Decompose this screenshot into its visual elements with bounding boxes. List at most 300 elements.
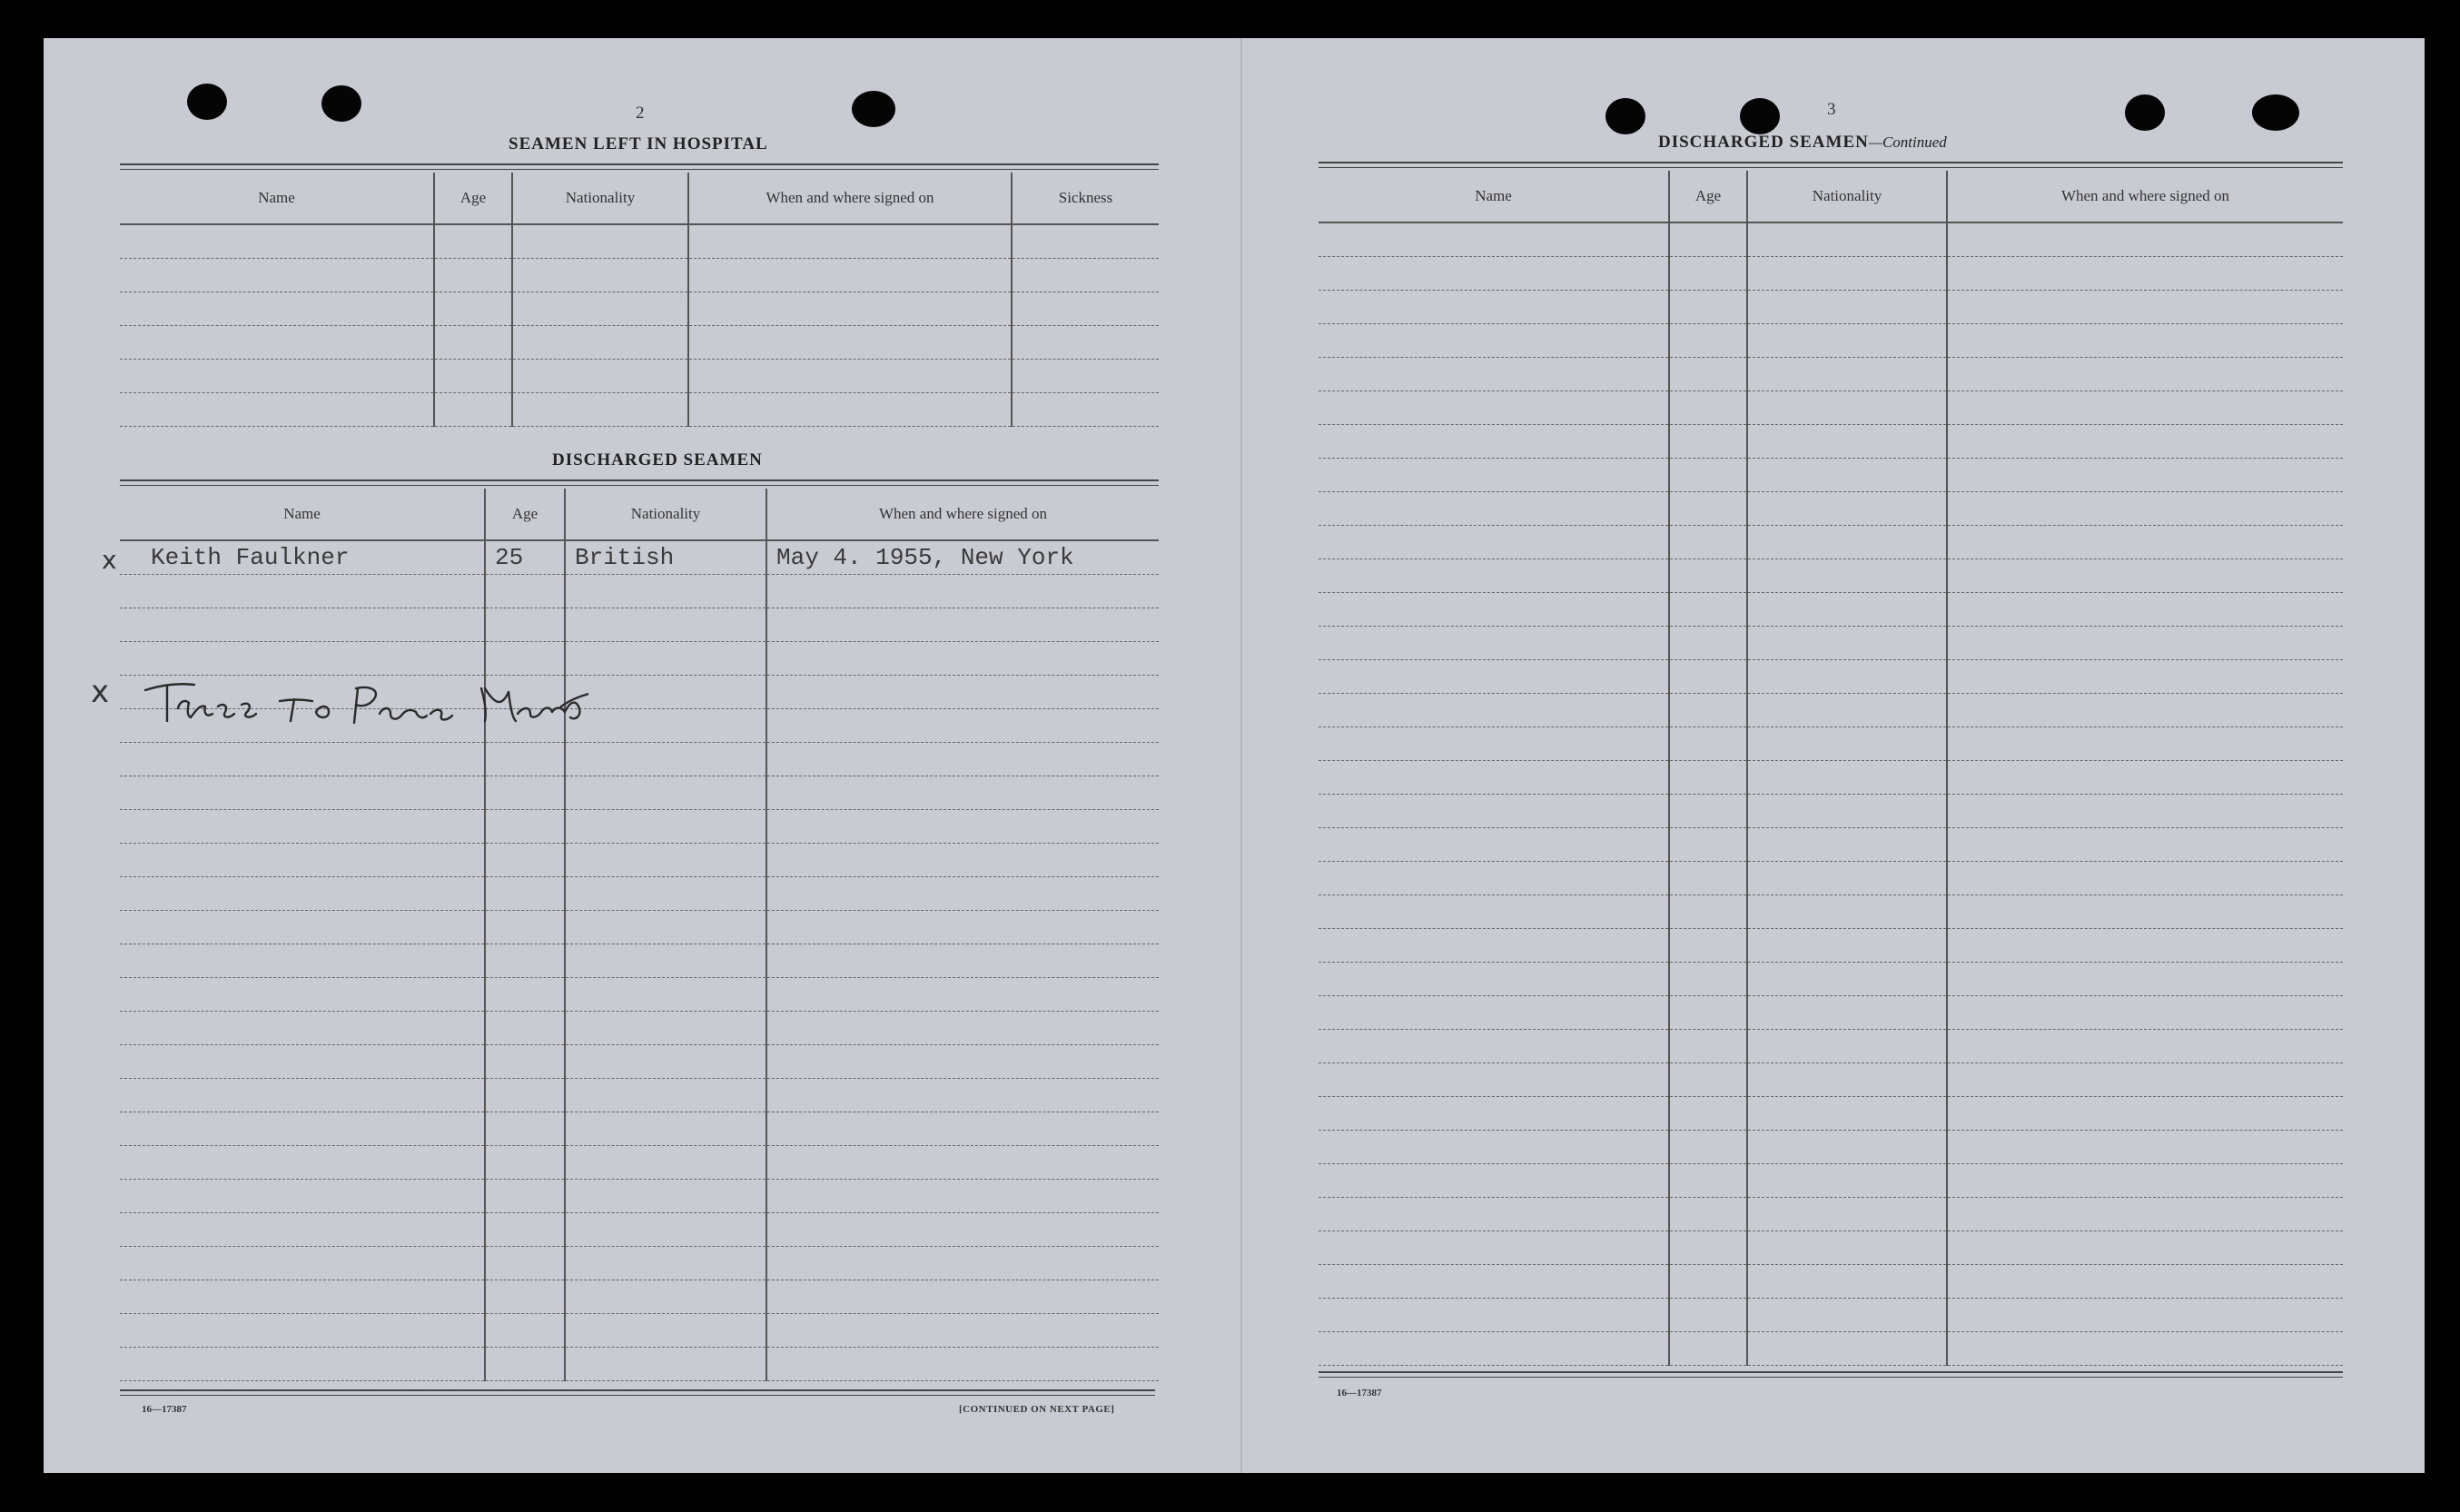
table-cell — [1947, 996, 2343, 1030]
table-cell — [1669, 593, 1747, 627]
punch-hole — [187, 84, 227, 120]
table-row — [1319, 526, 2343, 559]
table-cell — [1947, 593, 2343, 627]
table-row — [1319, 727, 2343, 761]
table-cell — [1319, 391, 1669, 425]
table-row — [120, 877, 1159, 911]
table-cell — [1012, 360, 1159, 393]
table-row — [120, 844, 1159, 877]
table-cell — [766, 911, 1159, 944]
table-cell — [485, 776, 565, 810]
table-cell — [485, 1348, 565, 1381]
table-cell — [565, 1079, 766, 1112]
table-cell — [1747, 660, 1947, 694]
table-cell — [565, 810, 766, 844]
table-cell — [1319, 828, 1669, 862]
table-cell — [766, 810, 1159, 844]
table-cell — [766, 709, 1159, 743]
handwritten-note — [134, 665, 588, 756]
table-row — [1319, 1164, 2343, 1198]
table-cell — [120, 978, 485, 1012]
table-cell — [120, 1112, 485, 1146]
col-signed-on: When and where signed on — [1947, 171, 2343, 222]
table-cell — [1319, 1030, 1669, 1063]
table-cell — [512, 360, 688, 393]
table-row — [120, 1112, 1159, 1146]
table-cell — [1747, 1030, 1947, 1063]
table-cell — [1669, 1164, 1747, 1198]
table-cell — [1319, 996, 1669, 1030]
table-cell — [120, 776, 485, 810]
col-signed-on: When and where signed on — [688, 173, 1012, 224]
table-cell — [1947, 1097, 2343, 1131]
table-row — [1319, 862, 2343, 895]
table-row — [1319, 1063, 2343, 1097]
table-cell — [1669, 291, 1747, 324]
table-cell — [1947, 324, 2343, 358]
table-cell — [120, 224, 434, 259]
table-cell — [512, 292, 688, 326]
table-cell — [1319, 459, 1669, 492]
table-cell — [1319, 291, 1669, 324]
continued-note: [CONTINUED ON NEXT PAGE] — [959, 1404, 1115, 1415]
table-row — [1319, 1097, 2343, 1131]
seaman-nationality: British — [565, 540, 766, 575]
table-cell — [485, 877, 565, 911]
col-nationality: Nationality — [565, 489, 766, 540]
table-cell — [1747, 593, 1947, 627]
table-row — [120, 326, 1159, 360]
table-cell — [1669, 727, 1747, 761]
table-cell — [120, 259, 434, 292]
table-cell — [1947, 963, 2343, 996]
table-cell — [120, 1012, 485, 1045]
table-cell — [766, 1045, 1159, 1079]
table-cell — [1747, 291, 1947, 324]
table-cell — [1947, 1299, 2343, 1332]
table-row — [1319, 1299, 2343, 1332]
table-row — [1319, 895, 2343, 929]
table-cell — [1012, 292, 1159, 326]
hospital-top-rule — [120, 163, 1159, 170]
table-cell — [1669, 526, 1747, 559]
table-cell — [120, 1079, 485, 1112]
table-cell — [565, 1112, 766, 1146]
table-cell — [1669, 459, 1747, 492]
table-cell — [1669, 358, 1747, 391]
left-bottom-rule — [120, 1389, 1155, 1396]
table-cell — [565, 1146, 766, 1180]
table-cell — [565, 911, 766, 944]
table-cell — [1669, 996, 1747, 1030]
table-cell — [1747, 727, 1947, 761]
table-cell — [1319, 425, 1669, 459]
table-cell — [1947, 1063, 2343, 1097]
table-cell — [120, 1280, 485, 1314]
table-cell — [1947, 727, 2343, 761]
table-cell — [485, 944, 565, 978]
table-cell — [1747, 1231, 1947, 1265]
table-cell — [1669, 761, 1747, 795]
table-cell — [1947, 459, 2343, 492]
table-cell — [565, 575, 766, 608]
table-cell — [766, 944, 1159, 978]
table-cell — [1669, 1231, 1747, 1265]
table-cell — [1947, 895, 2343, 929]
table-cell — [1747, 761, 1947, 795]
col-nationality: Nationality — [512, 173, 688, 224]
table-cell — [766, 608, 1159, 642]
table-cell — [766, 743, 1159, 776]
table-cell — [1012, 393, 1159, 427]
table-row — [1319, 1131, 2343, 1164]
form-sheet — [44, 38, 2425, 1473]
table-cell — [512, 259, 688, 292]
form-number-left: 16—17387 — [142, 1404, 187, 1415]
table-row — [120, 608, 1159, 642]
table-cell — [1669, 1299, 1747, 1332]
table-cell — [1319, 895, 1669, 929]
table-cell — [565, 709, 766, 743]
table-cell — [1747, 795, 1947, 828]
table-row — [120, 1180, 1159, 1213]
handwritten-x-mark: x — [91, 674, 110, 710]
table-cell — [1319, 694, 1669, 727]
table-row — [120, 944, 1159, 978]
col-name: Name — [120, 489, 485, 540]
table-cell — [565, 1045, 766, 1079]
table-cell — [485, 575, 565, 608]
table-cell — [766, 1280, 1159, 1314]
table-cell — [120, 810, 485, 844]
table-cell — [1669, 324, 1747, 358]
table-cell — [766, 1079, 1159, 1112]
punch-hole — [1740, 98, 1780, 134]
table-cell — [1669, 895, 1747, 929]
table-cell — [120, 360, 434, 393]
table-cell — [1747, 694, 1947, 727]
page-fold — [1240, 38, 1242, 1473]
table-cell — [1669, 559, 1747, 593]
table-row — [120, 224, 1159, 259]
hospital-table — [120, 173, 1159, 427]
form-number-right: 16—17387 — [1337, 1388, 1382, 1398]
table-cell — [565, 1314, 766, 1348]
table-cell — [1669, 1265, 1747, 1299]
discharged-top-rule — [120, 479, 1159, 486]
table-cell — [1947, 660, 2343, 694]
seaman-signed-on: May 4. 1955, New York — [766, 540, 1159, 575]
table-cell — [1012, 224, 1159, 259]
table-row — [1319, 694, 2343, 727]
table-cell — [120, 944, 485, 978]
table-cell — [1319, 1164, 1669, 1198]
table-cell — [1319, 559, 1669, 593]
table-cell — [485, 608, 565, 642]
table-cell — [485, 810, 565, 844]
table-cell — [485, 1146, 565, 1180]
col-age: Age — [434, 173, 512, 224]
table-row — [120, 810, 1159, 844]
table-row — [1319, 963, 2343, 996]
table-cell — [1747, 1131, 1947, 1164]
table-cell — [766, 776, 1159, 810]
table-cell — [1319, 727, 1669, 761]
table-cell — [485, 1280, 565, 1314]
table-cell — [120, 1213, 485, 1247]
table-cell — [1947, 694, 2343, 727]
table-cell — [1669, 222, 1747, 257]
table-cell — [485, 1213, 565, 1247]
discharged-section-title: DISCHARGED SEAMEN — [552, 450, 763, 469]
table-cell — [1669, 627, 1747, 660]
table-cell — [688, 360, 1012, 393]
table-cell — [565, 1213, 766, 1247]
table-cell — [1319, 526, 1669, 559]
table-cell — [485, 1247, 565, 1280]
table-cell — [565, 944, 766, 978]
table-cell — [1319, 593, 1669, 627]
table-row — [120, 978, 1159, 1012]
seaman-age: 25 — [485, 540, 565, 575]
table-cell — [565, 978, 766, 1012]
table-cell — [1319, 1097, 1669, 1131]
table-cell — [1747, 459, 1947, 492]
table-row — [1319, 459, 2343, 492]
table-row — [120, 1280, 1159, 1314]
table-cell — [485, 1180, 565, 1213]
discharged-continued-label: DISCHARGED SEAMEN — [1658, 133, 1869, 152]
table-cell — [120, 1247, 485, 1280]
table-cell — [1947, 559, 2343, 593]
table-row — [1319, 425, 2343, 459]
table-cell — [1747, 996, 1947, 1030]
table-row — [120, 1247, 1159, 1280]
right-bottom-rule — [1319, 1371, 2343, 1378]
table-row — [120, 1146, 1159, 1180]
table-row — [1319, 795, 2343, 828]
table-cell — [1669, 660, 1747, 694]
table-cell — [1319, 795, 1669, 828]
table-cell — [434, 259, 512, 292]
discharged-table — [120, 489, 1159, 1381]
table-cell — [1747, 257, 1947, 291]
hospital-section-title: SEAMEN LEFT IN HOSPITAL — [509, 134, 768, 153]
table-cell — [120, 1314, 485, 1348]
table-row — [1319, 929, 2343, 963]
table-cell — [1319, 1299, 1669, 1332]
table-cell — [1319, 324, 1669, 358]
table-row — [1319, 1030, 2343, 1063]
table-cell — [565, 1348, 766, 1381]
table-cell — [766, 978, 1159, 1012]
table-cell — [1319, 627, 1669, 660]
table-cell — [1669, 694, 1747, 727]
table-cell — [1747, 1198, 1947, 1231]
table-cell — [1319, 761, 1669, 795]
table-cell — [434, 292, 512, 326]
table-row — [1319, 660, 2343, 694]
table-row — [120, 360, 1159, 393]
table-cell — [1947, 425, 2343, 459]
table-cell — [434, 360, 512, 393]
table-cell — [1947, 526, 2343, 559]
table-cell — [512, 326, 688, 360]
table-cell — [1947, 1030, 2343, 1063]
table-cell — [688, 259, 1012, 292]
table-cell — [688, 393, 1012, 427]
table-row — [120, 1314, 1159, 1348]
table-cell — [1319, 1265, 1669, 1299]
table-cell — [565, 1247, 766, 1280]
table-cell — [512, 393, 688, 427]
table-row — [120, 911, 1159, 944]
table-cell — [485, 978, 565, 1012]
table-cell — [1669, 828, 1747, 862]
table-cell — [485, 1079, 565, 1112]
table-cell — [1319, 1332, 1669, 1366]
table-cell — [120, 326, 434, 360]
table-cell — [1669, 1198, 1747, 1231]
table-cell — [1669, 862, 1747, 895]
table-cell — [1947, 761, 2343, 795]
table-cell — [1669, 257, 1747, 291]
punch-hole — [2252, 94, 2299, 131]
table-cell — [766, 1213, 1159, 1247]
table-row — [1319, 828, 2343, 862]
table-cell — [565, 844, 766, 877]
table-cell — [1747, 862, 1947, 895]
col-name: Name — [120, 173, 434, 224]
table-row — [1319, 761, 2343, 795]
table-cell — [1319, 963, 1669, 996]
table-row — [1319, 492, 2343, 526]
table-cell — [1747, 492, 1947, 526]
table-cell — [1319, 1063, 1669, 1097]
table-cell — [120, 292, 434, 326]
table-row — [120, 776, 1159, 810]
col-age: Age — [485, 489, 565, 540]
discharged-continued-title — [1658, 133, 1947, 153]
table-cell — [766, 1146, 1159, 1180]
table-row — [1319, 391, 2343, 425]
table-cell — [565, 608, 766, 642]
table-cell — [120, 393, 434, 427]
table-row — [1319, 1231, 2343, 1265]
table-cell — [1669, 492, 1747, 526]
table-cell — [1669, 1332, 1747, 1366]
table-cell — [485, 1314, 565, 1348]
table-cell — [766, 1180, 1159, 1213]
right-top-rule — [1319, 162, 2343, 168]
table-row — [120, 259, 1159, 292]
table-cell — [1319, 492, 1669, 526]
table-row — [120, 393, 1159, 427]
table-cell — [1012, 259, 1159, 292]
table-cell — [766, 877, 1159, 911]
table-cell — [1669, 963, 1747, 996]
table-cell — [434, 393, 512, 427]
table-cell — [1747, 895, 1947, 929]
table-cell — [766, 1348, 1159, 1381]
table-cell — [1319, 358, 1669, 391]
table-cell — [1747, 1332, 1947, 1366]
table-cell — [1747, 324, 1947, 358]
table-cell — [1947, 1332, 2343, 1366]
table-cell — [1747, 358, 1947, 391]
table-cell — [1669, 1030, 1747, 1063]
punch-hole — [1605, 98, 1645, 134]
table-cell — [120, 844, 485, 877]
table-cell — [1747, 391, 1947, 425]
col-signed-on: When and where signed on — [766, 489, 1159, 540]
table-cell — [1319, 1198, 1669, 1231]
table-cell — [485, 1045, 565, 1079]
table-cell — [766, 1314, 1159, 1348]
table-row — [120, 1045, 1159, 1079]
table-row — [1319, 996, 2343, 1030]
table-cell — [1319, 862, 1669, 895]
table-cell — [1669, 391, 1747, 425]
table-cell — [1669, 425, 1747, 459]
table-cell — [1669, 1131, 1747, 1164]
punch-hole — [2125, 94, 2165, 131]
table-cell — [1747, 627, 1947, 660]
table-cell — [1319, 1231, 1669, 1265]
table-cell — [1947, 358, 2343, 391]
table-cell — [1669, 929, 1747, 963]
table-row — [120, 1012, 1159, 1045]
table-cell — [1669, 1097, 1747, 1131]
table-cell — [1947, 391, 2343, 425]
table-row — [1319, 627, 2343, 660]
table-cell — [1947, 1198, 2343, 1231]
table-cell — [1747, 1063, 1947, 1097]
table-cell — [1747, 1299, 1947, 1332]
table-cell — [1947, 1164, 2343, 1198]
row-check-mark: x — [102, 545, 117, 575]
table-cell — [120, 575, 485, 608]
table-row — [120, 1348, 1159, 1381]
table-cell — [565, 676, 766, 709]
table-cell — [1319, 929, 1669, 963]
col-sickness: Sickness — [1012, 173, 1159, 224]
table-cell — [1747, 222, 1947, 257]
table-cell — [766, 1012, 1159, 1045]
table-cell — [1947, 1265, 2343, 1299]
table-cell — [1947, 795, 2343, 828]
table-cell — [485, 844, 565, 877]
table-cell — [565, 1280, 766, 1314]
table-cell — [1947, 1231, 2343, 1265]
table-row — [1319, 559, 2343, 593]
table-cell — [120, 1146, 485, 1180]
table-cell — [434, 224, 512, 259]
table-row — [1319, 593, 2343, 627]
table-cell — [1669, 795, 1747, 828]
table-cell — [1747, 1265, 1947, 1299]
table-cell — [565, 1012, 766, 1045]
table-row — [1319, 1198, 2343, 1231]
table-cell — [1947, 862, 2343, 895]
table-row — [1319, 257, 2343, 291]
table-cell — [1669, 1063, 1747, 1097]
table-cell — [1947, 929, 2343, 963]
table-cell — [1747, 1097, 1947, 1131]
table-row — [120, 575, 1159, 608]
table-cell — [1747, 1164, 1947, 1198]
table-cell — [120, 877, 485, 911]
